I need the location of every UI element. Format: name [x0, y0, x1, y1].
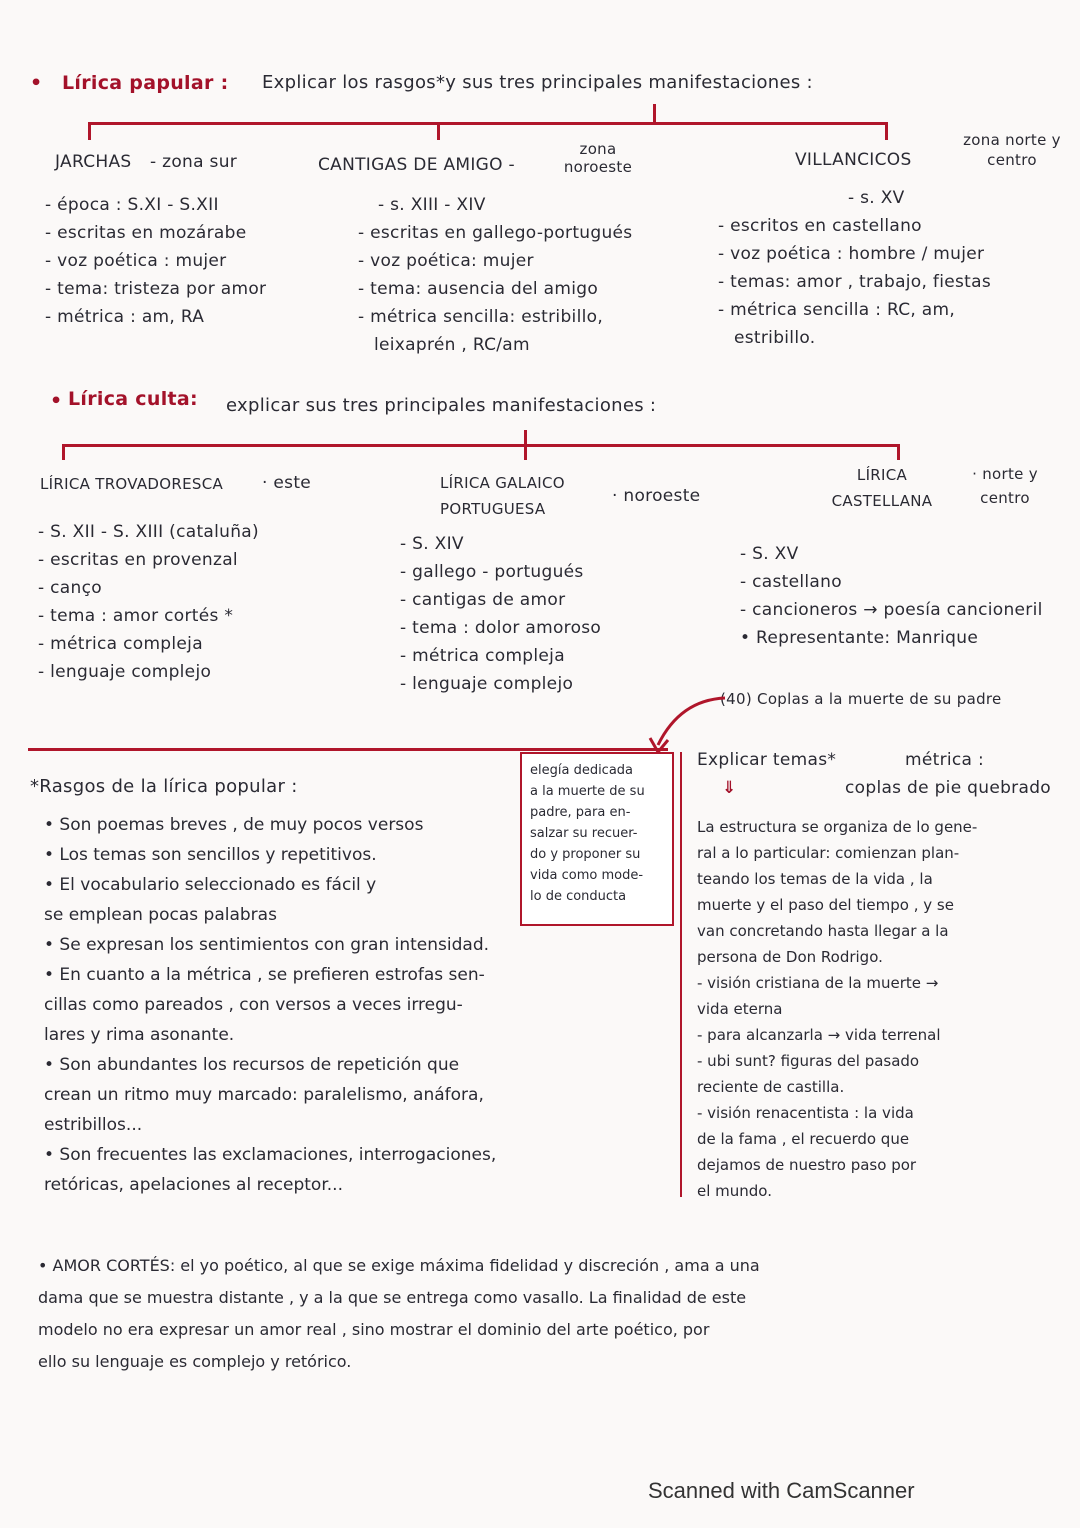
coplas-line: persona de Don Rodrigo. — [697, 948, 883, 966]
culta-branch-right — [897, 444, 900, 460]
coplas-line: reciente de castilla. — [697, 1078, 845, 1096]
coplas-explicar: Explicar temas* — [697, 750, 837, 770]
rasgos-line: • El vocabulario seleccionado es fácil y — [44, 875, 377, 895]
culta-branch-line — [62, 444, 900, 447]
coplas-line: vida eterna — [697, 1000, 783, 1018]
popular-branch-mid — [437, 122, 440, 140]
rasgos-line: retóricas, apelaciones al receptor... — [44, 1175, 343, 1195]
section-divider — [28, 748, 668, 751]
coplas-metrica-value: coplas de pie quebrado — [845, 778, 1051, 798]
castellana-title: LÍRICA CASTELLANA — [831, 466, 933, 510]
cantigas-title: CANTIGAS DE AMIGO - — [318, 155, 515, 175]
elegia-box — [520, 752, 674, 926]
trovadoresca-escritas: - escritas en provenzal — [38, 550, 238, 570]
trovadoresca-zone: · este — [262, 473, 312, 493]
villancicos-title: VILLANCICOS — [795, 150, 912, 170]
galaico-siglo: - S. XIV — [400, 534, 464, 554]
cantigas-zone: zona noroeste — [563, 140, 633, 176]
elegia-line: padre, para en- — [530, 805, 631, 820]
galaico-metrica: - métrica compleja — [400, 646, 565, 666]
jarchas-voz: - voz poética : mujer — [45, 251, 227, 271]
rasgos-line: • Son abundantes los recursos de repetición que — [44, 1055, 460, 1075]
jarchas-metrica: - métrica : am, RA — [45, 307, 205, 327]
galaico-title: LÍRICA GALAICO PORTUGUESA — [440, 474, 565, 518]
rasgos-line: cillas como pareados , con versos a veces irregu- — [44, 995, 463, 1015]
coplas-line: - visión renacentista : la vida — [697, 1104, 914, 1122]
jarchas-escritas: - escritas en mozárabe — [45, 223, 247, 243]
popular-branch-right — [885, 122, 888, 140]
rasgos-line: crean un ritmo muy marcado: paralelismo, anáfora, — [44, 1085, 484, 1105]
rasgos-line: • Son poemas breves , de muy pocos versos — [44, 815, 424, 835]
coplas-metrica: métrica : — [905, 750, 984, 770]
elegia-line: lo de conducta — [530, 889, 627, 904]
elegia-line: vida como mode- — [530, 868, 644, 883]
trovadoresca-title: LÍRICA TROVADORESCA — [40, 475, 224, 493]
rasgos-line: estribillos... — [44, 1115, 143, 1135]
rasgos-line: lares y rima asonante. — [44, 1025, 235, 1045]
rasgos-line: • Se expresan los sentimientos con gran intensidad. — [44, 935, 490, 955]
amor-line: dama que se muestra distante , y a la que se entrega como vasallo. La finalidad de este — [38, 1288, 747, 1307]
popular-branch-root — [653, 104, 656, 122]
galaico-lenguaje: - lenguaje complejo — [400, 674, 574, 694]
culta-prompt: explicar sus tres principales manifestaciones : — [226, 395, 657, 416]
popular-prompt: Explicar los rasgos*y sus tres principales manifestaciones : — [262, 72, 813, 93]
rasgos-line: • En cuanto a la métrica , se prefieren estrofas sen- — [44, 965, 485, 985]
galaico-tema: - tema : dolor amoroso — [400, 618, 602, 638]
elegia-line: salzar su recuer- — [530, 826, 638, 841]
cantigas-tema: - tema: ausencia del amigo — [358, 279, 599, 299]
galaico-lengua: - gallego - portugués — [400, 562, 584, 582]
rasgos-line: se emplean pocas palabras — [44, 905, 277, 925]
coplas-line: muerte y el paso del tiempo , y se — [697, 896, 954, 914]
rasgos-line: • Los temas son sencillos y repetitivos. — [44, 845, 377, 865]
villancicos-voz: - voz poética : hombre / mujer — [718, 244, 985, 264]
galaico-cantigas: - cantigas de amor — [400, 590, 566, 610]
villancicos-metrica: - métrica sencilla : RC, am, — [718, 300, 956, 320]
cantigas-metrica-cont: leixaprén , RC/am — [374, 335, 530, 355]
coplas-line: - visión cristiana de la muerte → — [697, 974, 939, 992]
castellana-lengua: - castellano — [740, 572, 842, 592]
coplas-line: ral a lo particular: comienzan plan- — [697, 844, 960, 862]
coplas-line: van concretando hasta llegar a la — [697, 922, 949, 940]
castellana-coplas: (40) Coplas a la muerte de su padre — [720, 690, 1002, 708]
elegia-line: elegía dedicada — [530, 763, 634, 778]
villancicos-temas: - temas: amor , trabajo, fiestas — [718, 272, 991, 292]
rasgos-line: • Son frecuentes las exclamaciones, interrogaciones, — [44, 1145, 497, 1165]
jarchas-zone: - zona sur — [150, 152, 238, 172]
coplas-line: - ubi sunt? figuras del pasado — [697, 1052, 920, 1070]
amor-line: modelo no era expresar un amor real , sino mostrar el dominio del arte poético, por — [38, 1320, 710, 1339]
coplas-line: de la fama , el recuerdo que — [697, 1130, 910, 1148]
popular-heading: Lírica papular : — [62, 72, 229, 94]
coplas-line: - para alcanzarla → vida terrenal — [697, 1026, 941, 1044]
cantigas-voz: - voz poética: mujer — [358, 251, 534, 271]
jarchas-tema: - tema: tristeza por amor — [45, 279, 267, 299]
popular-branch-line — [88, 122, 888, 125]
culta-branch-left — [62, 444, 65, 460]
villancicos-escritos: - escritos en castellano — [718, 216, 922, 236]
castellana-representante: • Representante: Manrique — [740, 628, 979, 648]
down-arrow-icon: ⇓ — [722, 778, 737, 798]
coplas-line: el mundo. — [697, 1182, 772, 1200]
trovadoresca-siglo: - S. XII - S. XIII (cataluña) — [38, 522, 259, 542]
cantigas-escritas: - escritas en gallego-portugués — [358, 223, 633, 243]
villancicos-siglo: - s. XV — [848, 188, 905, 208]
castellana-cancioneros: - cancioneros → poesía cancioneril — [740, 600, 1043, 620]
jarchas-title: JARCHAS — [55, 152, 132, 172]
culta-bullet: • — [50, 390, 63, 412]
galaico-zone: · noroeste — [612, 486, 701, 506]
amor-line: • AMOR CORTÉS: el yo poético, al que se exige máxima fidelidad y discreción , ama a una — [38, 1256, 760, 1275]
elegia-line: a la muerte de su — [530, 784, 645, 799]
coplas-divider — [680, 752, 682, 1197]
scanner-watermark: Scanned with CamScanner — [648, 1478, 915, 1503]
trovadoresca-metrica: - métrica compleja — [38, 634, 203, 654]
rasgos-heading: *Rasgos de la lírica popular : — [30, 776, 298, 797]
cantigas-metrica: - métrica sencilla: estribillo, — [358, 307, 604, 327]
coplas-line: La estructura se organiza de lo gene- — [697, 818, 978, 836]
popular-bullet: • — [30, 72, 43, 94]
culta-heading: Lírica culta: — [68, 388, 198, 410]
amor-line: ello su lenguaje es complejo y retórico. — [38, 1352, 352, 1371]
coplas-line: teando los temas de la vida , la — [697, 870, 933, 888]
castellana-siglo: - S. XV — [740, 544, 799, 564]
coplas-line: dejamos de nuestro paso por — [697, 1156, 917, 1174]
trovadoresca-canco: - canço — [38, 578, 102, 598]
trovadoresca-tema: - tema : amor cortés * — [38, 606, 234, 626]
jarchas-epoca: - época : S.XI - S.XII — [45, 195, 219, 215]
popular-branch-left — [88, 122, 91, 140]
villancicos-zone: zona norte y centro — [963, 131, 1061, 169]
trovadoresca-lenguaje: - lenguaje complejo — [38, 662, 212, 682]
castellana-zone: · norte y centro — [972, 465, 1038, 507]
cantigas-siglo: - s. XIII - XIV — [378, 195, 486, 215]
culta-branch-mid — [524, 430, 527, 460]
elegia-line: do y proponer su — [530, 847, 641, 862]
villancicos-metrica-cont: estribillo. — [734, 328, 816, 348]
